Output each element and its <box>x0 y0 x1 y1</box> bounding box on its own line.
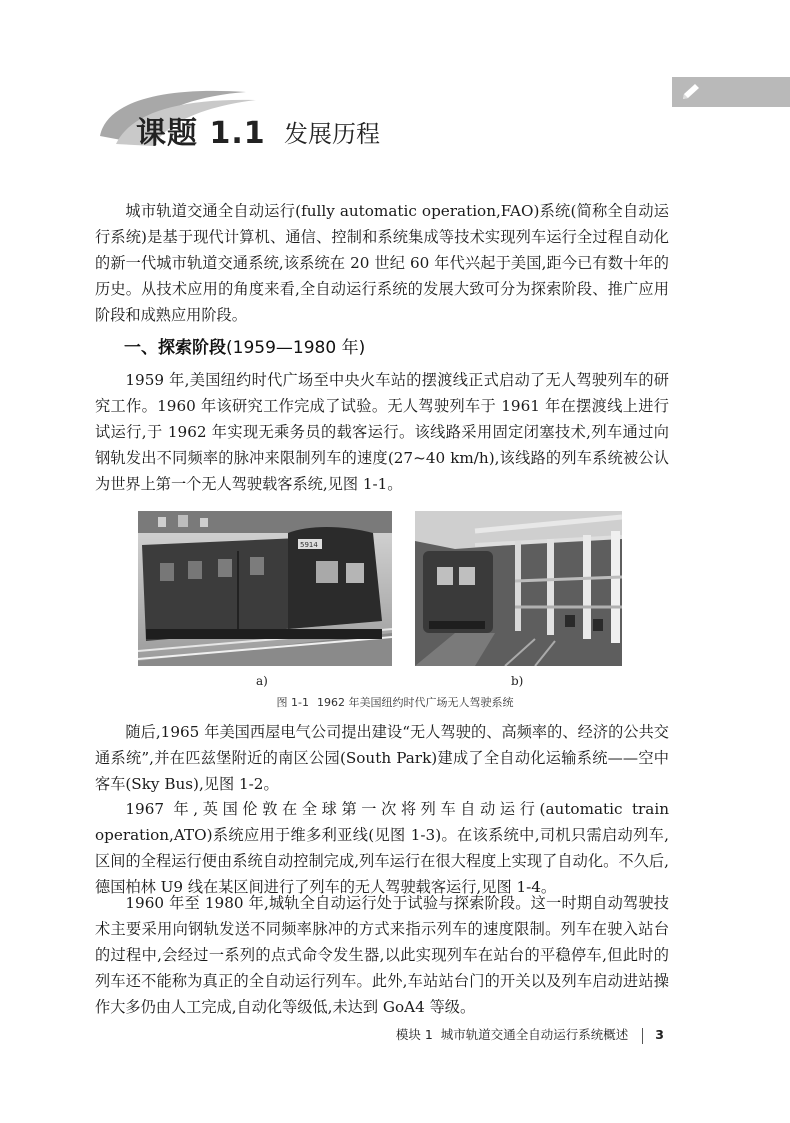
pencil-icon <box>680 82 702 102</box>
footer-separator <box>642 1028 643 1044</box>
section-title <box>124 333 365 358</box>
car-number-label: 5914 <box>300 541 318 549</box>
footer-module-title: 城市轨道交通全自动运行系统概述 <box>440 1027 629 1042</box>
lesson-title: 发展历程 <box>284 120 380 148</box>
paragraph-1967: 1967 年,英国伦敦在全球第一次将列车自动运行(automatic train operation,ATO)系统应用于维多利亚线(见图 1-3)。在该系统中,司机只需启动列车,区间的全程运行便由系统自动控制完成,列车运行在很大程度上实现了自动化。不久后,德国柏林 U9 线在某区间进行了列车的无人驾驶载客运行,见图 1-4。 <box>95 800 669 896</box>
paragraph-1960-1980: 1960 年至 1980 年,城轨全自动运行处于试验与探索阶段。这一时期自动驾驶技术主要采用向钢轨发送不同频率脉冲的方式来指示列车的速度限制。列车在驶入站台的过程中,会经过一系列的点式命令发生器,以此实现列车在站台的平稳停车,但此时的列车还不能称为真正的全自动运行列车。此外,车站站台门的开关以及列车启动进站操作大多仍由人工完成,自动化等级低,未达到 GoA4 等级。 <box>95 894 669 1016</box>
paragraph-1965: 随后,1965 年美国西屋电气公司提出建设“无人驾驶的、高频率的、经济的公共交通系统”,并在匹兹堡附近的南区公园(South Park)建成了全自动化运输系统——空中客车(Sky Bus),见图 1-2。 <box>95 723 669 793</box>
caption-number: 图 1-1 <box>276 696 309 709</box>
caption-text: 1962 年美国纽约时代广场无人驾驶系统 <box>316 696 514 709</box>
subfigure-label-b: b) <box>511 674 524 688</box>
intro-paragraph: 城市轨道交通全自动运行(fully automatic operation,FAO)系统(简称全自动运行系统)是基于现代计算机、通信、控制和系统集成等技术实现列车运行全过程自动化的新一代城市轨道交通系统,该系统在 20 世纪 60 年代兴起于美国,距今已有数十年的历史。从技术应用的角度来看,全自动运行系统的发展大致可分为探索阶段、推广应用阶段和成熟应用阶段。 <box>95 202 669 324</box>
lesson-heading <box>96 84 616 154</box>
edit-tab <box>672 77 790 107</box>
lesson-number: 课题 1.1 <box>136 116 266 151</box>
photo-subway-car-a <box>138 511 392 666</box>
page-footer <box>396 1025 664 1044</box>
paragraph-1959: 1959 年,美国纽约时代广场至中央火车站的摆渡线正式启动了无人驾驶列车的研究工作。1960 年该研究工作完成了试验。无人驾驶列车于 1961 年在摆渡线上进行试运行,于 1962 年实现无乘务员的载客运行。该线路采用固定闭塞技术,列车通过向钢轨发出不同频率的脉冲来限制列车的速度(27~40 km/h),该线路的列车系统被公认为世界上第一个无人驾驶载客系统,见图 1-1。 <box>95 371 669 493</box>
figure-caption <box>0 694 790 710</box>
page-number: 3 <box>655 1027 664 1042</box>
photo-subway-station-b <box>415 511 622 666</box>
section-title-main: 一、探索阶段 <box>124 338 226 358</box>
section-title-years: (1959—1980 年) <box>226 338 366 358</box>
footer-module: 模块 1 <box>395 1027 433 1042</box>
subfigure-label-a: a) <box>256 674 268 688</box>
